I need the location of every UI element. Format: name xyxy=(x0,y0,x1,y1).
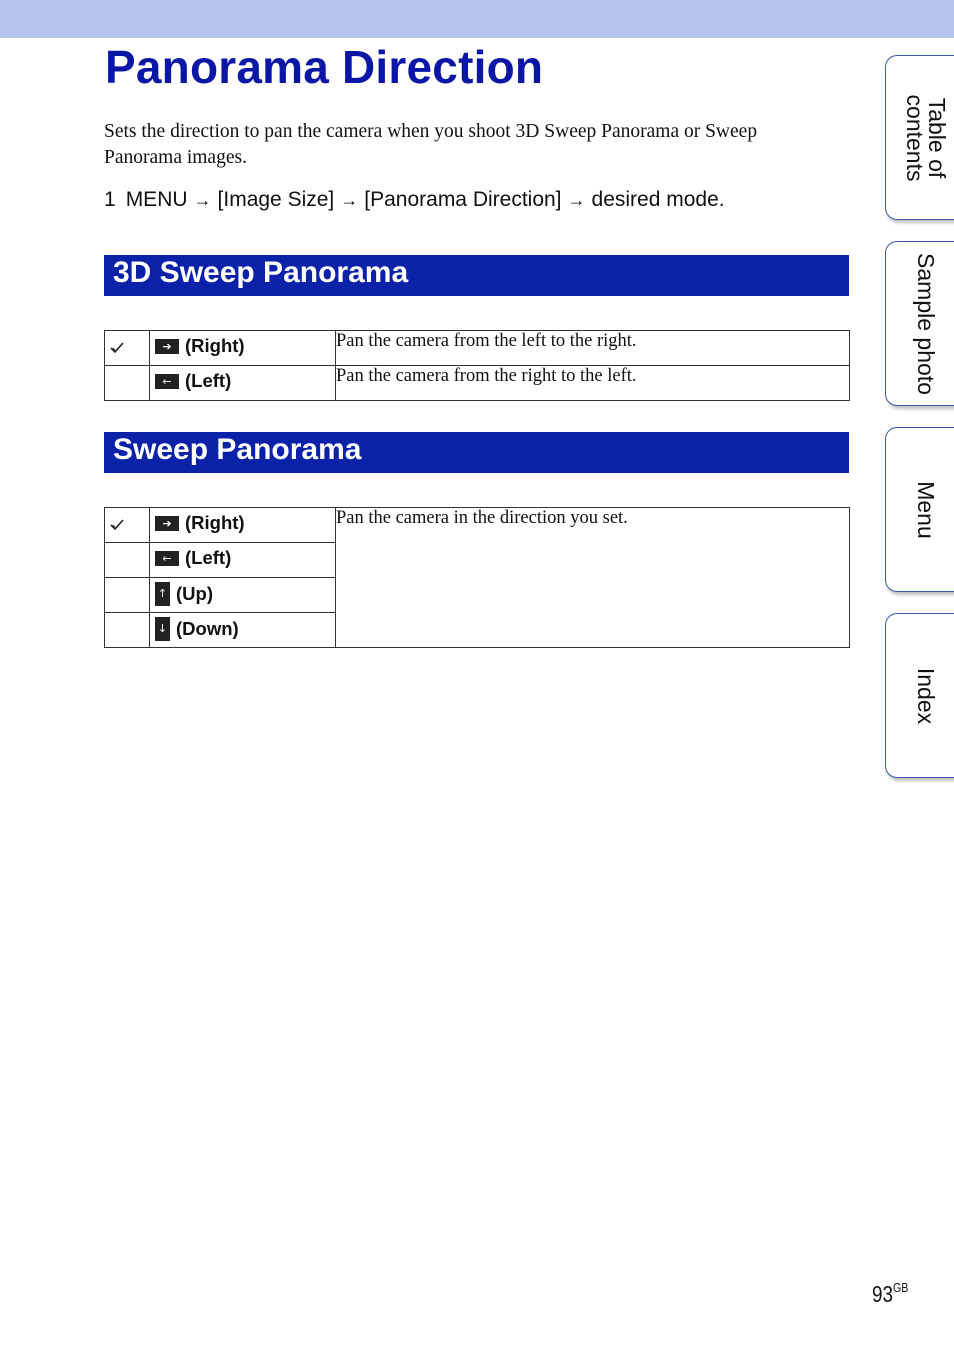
step-menu: MENU xyxy=(125,188,188,211)
page-number-value: 93 xyxy=(872,1281,893,1307)
step-number: 1 xyxy=(104,188,116,211)
option-cell xyxy=(150,543,336,578)
option-label: (Right) xyxy=(185,335,245,356)
option-description: Pan the camera from the right to the left. xyxy=(336,366,850,401)
step-desired-mode: desired mode. xyxy=(591,188,725,211)
step-image-size: [Image Size] xyxy=(217,188,335,211)
arrow-icon: → xyxy=(193,190,212,210)
option-label: (Right) xyxy=(185,512,245,533)
default-cell xyxy=(105,508,150,543)
checkmark-icon xyxy=(110,518,124,532)
tab-label: Index xyxy=(912,667,939,724)
arrow-right-icon: ➔ xyxy=(155,516,179,531)
header-band xyxy=(0,0,954,38)
option-label: (Left) xyxy=(185,547,232,568)
step-panorama-direction: [Panorama Direction] xyxy=(364,188,562,211)
table-row xyxy=(105,366,850,401)
options-table-sweep xyxy=(104,507,850,648)
checkmark-icon xyxy=(110,341,124,355)
tab-label: Menu xyxy=(912,480,939,539)
table-row xyxy=(105,508,850,543)
tab-label: Table of contents xyxy=(901,94,950,181)
default-cell xyxy=(105,331,150,366)
arrow-icon: → xyxy=(340,190,359,210)
options-table-3d-sweep xyxy=(104,330,850,401)
arrow-left-icon: ← xyxy=(155,551,179,566)
tab-index[interactable] xyxy=(885,613,954,778)
option-cell xyxy=(150,508,336,543)
option-cell xyxy=(150,613,336,648)
option-cell xyxy=(150,366,336,401)
option-cell xyxy=(150,578,336,613)
default-cell xyxy=(105,613,150,648)
option-label: (Down) xyxy=(176,618,239,639)
table-row xyxy=(105,331,850,366)
section-heading-sweep: Sweep Panorama xyxy=(104,432,849,473)
page-title: Panorama Direction xyxy=(105,41,544,93)
default-cell xyxy=(105,366,150,401)
tab-label: Sample photo xyxy=(912,252,939,395)
arrow-down-icon: ↓ xyxy=(155,617,170,641)
default-cell xyxy=(105,578,150,613)
tab-table-of-contents[interactable] xyxy=(885,55,954,220)
section-heading-3d-sweep: 3D Sweep Panorama xyxy=(104,255,849,296)
option-label: (Left) xyxy=(185,370,232,391)
page-number xyxy=(872,1280,908,1308)
arrow-left-icon: ← xyxy=(155,374,179,389)
intro-text: Sets the direction to pan the camera when you shoot 3D Sweep Panorama or Sweep Panorama images. xyxy=(104,121,758,168)
default-cell xyxy=(105,543,150,578)
arrow-icon: → xyxy=(567,190,586,210)
option-cell xyxy=(150,331,336,366)
option-description: Pan the camera from the left to the right. xyxy=(336,331,850,366)
arrow-right-icon: ➔ xyxy=(155,339,179,354)
arrow-up-icon: ↑ xyxy=(155,582,170,606)
option-description: Pan the camera in the direction you set. xyxy=(336,508,850,648)
tab-sample-photo[interactable] xyxy=(885,241,954,406)
page-suffix: GB xyxy=(892,1280,909,1295)
option-label: (Up) xyxy=(176,583,213,604)
menu-step xyxy=(104,188,725,212)
tab-menu[interactable] xyxy=(885,427,954,592)
